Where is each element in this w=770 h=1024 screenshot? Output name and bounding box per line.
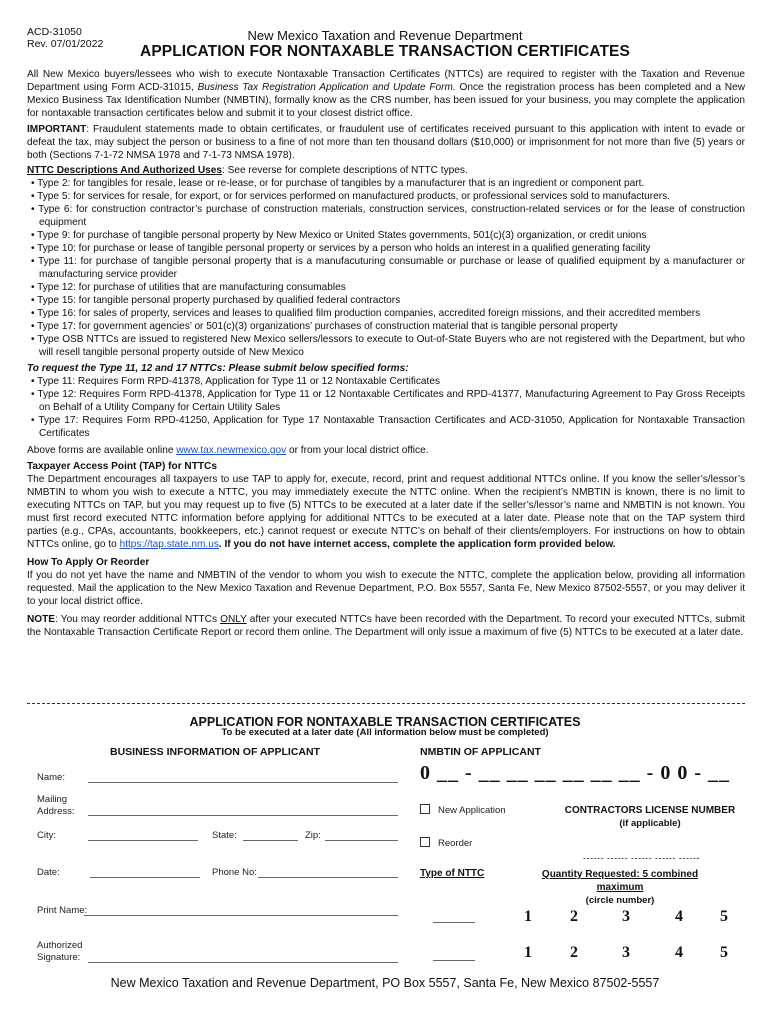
nttc-type-field-2[interactable] xyxy=(433,960,475,961)
reorder-heading: How To Apply Or Reorder xyxy=(27,557,150,568)
reorder-paragraph: If you do not yet have the name and NMBTIN of the vendor to whom you wish to execute the NTTC, complete the application below, providing all information requested. Mail the application to the New Mexico Taxation and Revenue Department, P.O. Box 5557, Santa Fe, New Mexico 87502-5557, or you may deliver it to your local district office. xyxy=(27,570,745,607)
print-name-field[interactable] xyxy=(84,915,398,916)
state-label: State: xyxy=(212,830,237,841)
page-title: APPLICATION FOR NONTAXABLE TRANSACTION CERTIFICATES xyxy=(140,43,630,60)
mailing-address-label: Mailing Address: xyxy=(37,794,75,817)
city-label: City: xyxy=(37,830,56,841)
list-item: • Type 17: for government agencies’ or 501(c)(3) organizations’ purchases of construction material that is tangible personal property xyxy=(31,321,618,332)
tap-paragraph: The Department encourages all taxpayers to use TAP to apply for, execute, record, print and request additional NTTCs online. If you know the seller’s/lessor’s NMBTIN to whom you wish to execute a NTTC, you may immediately execute the NTTC online. When the recipient’s NMBTIN is known, there is no limit to executing NTTCs on TAP, but you may request up to five (5) NTTCs to be executed at a later date if the seller’s/lessor’s name and NMBTIN is not known. You must first record executed NTTC information before applying for additional NTTCs to be executed at a later date. Please note that on the TAP system third parties (e.g., CPAs, accountants, bookkeepers, etc.) cannot request or execute NTTC’s on behalf of their clients/employers. For instructions on how to obtain NTTCs online, go to https://tap.state.nm.us. If you do not have internet access, complete the application form provided below. xyxy=(27,474,745,550)
contractors-license-label: CONTRACTORS LICENSE NUMBER (if applicable) xyxy=(564,805,736,829)
quantity-option[interactable]: 2 xyxy=(570,908,578,925)
quantity-option[interactable]: 4 xyxy=(675,908,683,925)
quantity-option[interactable]: 3 xyxy=(622,944,630,961)
quantity-option[interactable]: 2 xyxy=(570,944,578,961)
request-heading: To request the Type 11, 12 and 17 NTTCs: Please submit below specified forms: xyxy=(27,363,409,374)
list-item: • Type 15: for tangible personal property purchased by qualified federal contractors xyxy=(31,295,401,306)
quantity-option[interactable]: 5 xyxy=(720,944,728,961)
list-item: • Type 5: for services for resale, for export, or for services performed on manufactured products, or professional services sold to manufacturers. xyxy=(31,191,670,202)
list-item: • Type 16: for sales of property, services and leases to qualified film production companies, accredited foreign missions, and their accredited members xyxy=(31,308,701,319)
signature-field[interactable] xyxy=(88,962,398,963)
important-paragraph: IMPORTANT: Fraudulent statements made to obtain certificates, or fraudulent use of certificates received pursuant to this application with intent to evade or defeat the tax, may subject the person or business to a fine of not more than ten thousand dollars ($10,000) or imprisonment for not more than five (5) years or both (Sections 7-1-72 NMSA 1978 and 7-1-73 NMSA 1978). xyxy=(27,124,745,161)
quantity-option[interactable]: 1 xyxy=(524,944,532,961)
intro-paragraph: All New Mexico buyers/lessees who wish to execute Nontaxable Transaction Certificates (NTTCs) are required to register with the Taxation and Revenue Department using Form ACD-31015, Business Tax Registration Application and Update Form. Once the registration process has been completed and a New Mexico Business Tax Identification Number (NMBTIN), formally know as the CRS number, has been issued for your business, you may complete the application for nontaxable transaction certificates below and submit it to your closest district office. xyxy=(27,69,745,119)
tap-heading: Taxpayer Access Point (TAP) for NTTCs xyxy=(27,461,217,472)
department-name: New Mexico Taxation and Revenue Department xyxy=(247,28,523,43)
application-subtitle: To be executed at a later date (All information below must be completed) xyxy=(221,727,549,738)
important-label: IMPORTANT xyxy=(27,124,87,135)
nmbtin-heading: NMBTIN OF APPLICANT xyxy=(420,746,541,758)
city-field[interactable] xyxy=(88,840,198,841)
name-label: Name: xyxy=(37,772,65,783)
quantity-option[interactable]: 4 xyxy=(675,944,683,961)
form-name: Business Tax Registration Application and Update Form. xyxy=(197,82,456,93)
list-item: • Type 6: for construction contractor’s purchase of construction materials, construction services, construction-related services or for the lease of construction equipment xyxy=(31,204,746,228)
note-paragraph: NOTE: You may reorder additional NTTCs ONLY after your executed NTTCs have been recorded with the Department. To record your executed NTTCs, submit the Nontaxable Transaction Certificate Report or record them online. The Department will only issue a maximum of five (5) NTTCs to be executed at a later date. xyxy=(27,614,745,638)
list-item: • Type OSB NTTCs are issued to registered New Mexico sellers/lessors to execute to Out-of-State Buyers who are not registered with the Department, but who will resell tangible personal property outside of New Mexico xyxy=(31,334,745,358)
phone-label: Phone No: xyxy=(212,867,257,878)
list-item: • Type 12: for purchase of utilities that are manufacturing consumables xyxy=(31,282,346,293)
zip-label: Zip: xyxy=(305,830,321,841)
zip-field[interactable] xyxy=(325,840,398,841)
list-item: • Type 10: for purchase or lease of tangible personal property or services by a person who holds an interest in a qualified generating facility xyxy=(31,243,651,254)
cut-line-divider xyxy=(27,703,745,704)
footer-address: New Mexico Taxation and Revenue Department, PO Box 5557, Santa Fe, New Mexico 87502-5557 xyxy=(110,976,660,990)
quantity-option[interactable]: 3 xyxy=(622,908,630,925)
address-field[interactable] xyxy=(88,815,398,816)
nttc-type-field-1[interactable] xyxy=(433,922,475,923)
online-forms-note: Above forms are available online www.tax.newmexico.gov or from your local district office. xyxy=(27,445,429,456)
reorder-checkbox[interactable] xyxy=(420,837,430,847)
nttc-heading: NTTC Descriptions And Authorized Uses: See reverse for complete descriptions of NTTC types. xyxy=(27,165,468,176)
tap-link[interactable]: https://tap.state.nm.us xyxy=(119,539,219,550)
nttc-type-list xyxy=(27,177,745,359)
phone-field[interactable] xyxy=(258,877,398,878)
form-revision: Rev. 07/01/2022 xyxy=(27,38,104,50)
new-application-checkbox[interactable] xyxy=(420,804,430,814)
application-title: APPLICATION FOR NONTAXABLE TRANSACTION CERTIFICATES xyxy=(189,715,581,729)
date-field[interactable] xyxy=(90,877,200,878)
tax-website-link[interactable]: www.tax.newmexico.gov xyxy=(176,445,287,456)
list-item: • Type 2: for tangibles for resale, lease or re-lease, or for purchase of tangibles by a manufacturer that is an ingredient or component part. xyxy=(31,178,645,189)
quantity-option[interactable]: 1 xyxy=(524,908,532,925)
new-application-option[interactable]: New Application xyxy=(420,804,506,816)
type-of-nttc-heading: Type of NTTC xyxy=(420,868,485,879)
request-list xyxy=(27,375,745,440)
list-item: • Type 9: for purchase of tangible personal property by New Mexico or United States governments, 501(c)(3) organization, or credit unions xyxy=(31,230,647,241)
reorder-option[interactable]: Reorder xyxy=(420,837,472,849)
business-info-heading: BUSINESS INFORMATION OF APPLICANT xyxy=(110,746,320,758)
print-name-label: Print Name: xyxy=(37,905,88,916)
quantity-option[interactable]: 5 xyxy=(720,908,728,925)
name-field[interactable] xyxy=(88,782,398,783)
signature-label: Authorized Signature: xyxy=(37,940,83,963)
list-item: • Type 11: Requires Form RPD-41378, Application for Type 11 or 12 Nontaxable Certificates xyxy=(31,376,440,387)
list-item: • Type 11: for purchase of tangible personal property that is a manufacuturing consumable or purchase or lease of qualified equipment by a manufacturer or manufacturing service provider xyxy=(31,256,745,280)
list-item: • Type 12: Requires Form RPD-41378, Application for Type 11 or 12 Nontaxable Certificates and RPD-41377, Manufacturing Agreement to Pay Gross Receipts on Behalf of a Utility Company for Certain Utility Sales xyxy=(31,389,745,413)
nmbtin-field[interactable]: 0 __ - __ __ __ __ __ __ - 0 0 - __ xyxy=(420,762,730,784)
date-label: Date: xyxy=(37,867,60,878)
list-item: • Type 17: Requires Form RPD-41250, Application for Type 17 Nontaxable Transaction Certificates and ACD-31050, Application for Nontaxable Transaction Certificates xyxy=(31,415,745,439)
state-field[interactable] xyxy=(243,840,298,841)
contractors-license-field[interactable]: ------ ------ ------ ------ ------ xyxy=(583,853,700,863)
form-number: ACD-31050 xyxy=(27,26,82,38)
quantity-heading: Quantity Requested: 5 combined maximum (circle number) xyxy=(541,869,699,906)
instructions xyxy=(27,68,745,641)
